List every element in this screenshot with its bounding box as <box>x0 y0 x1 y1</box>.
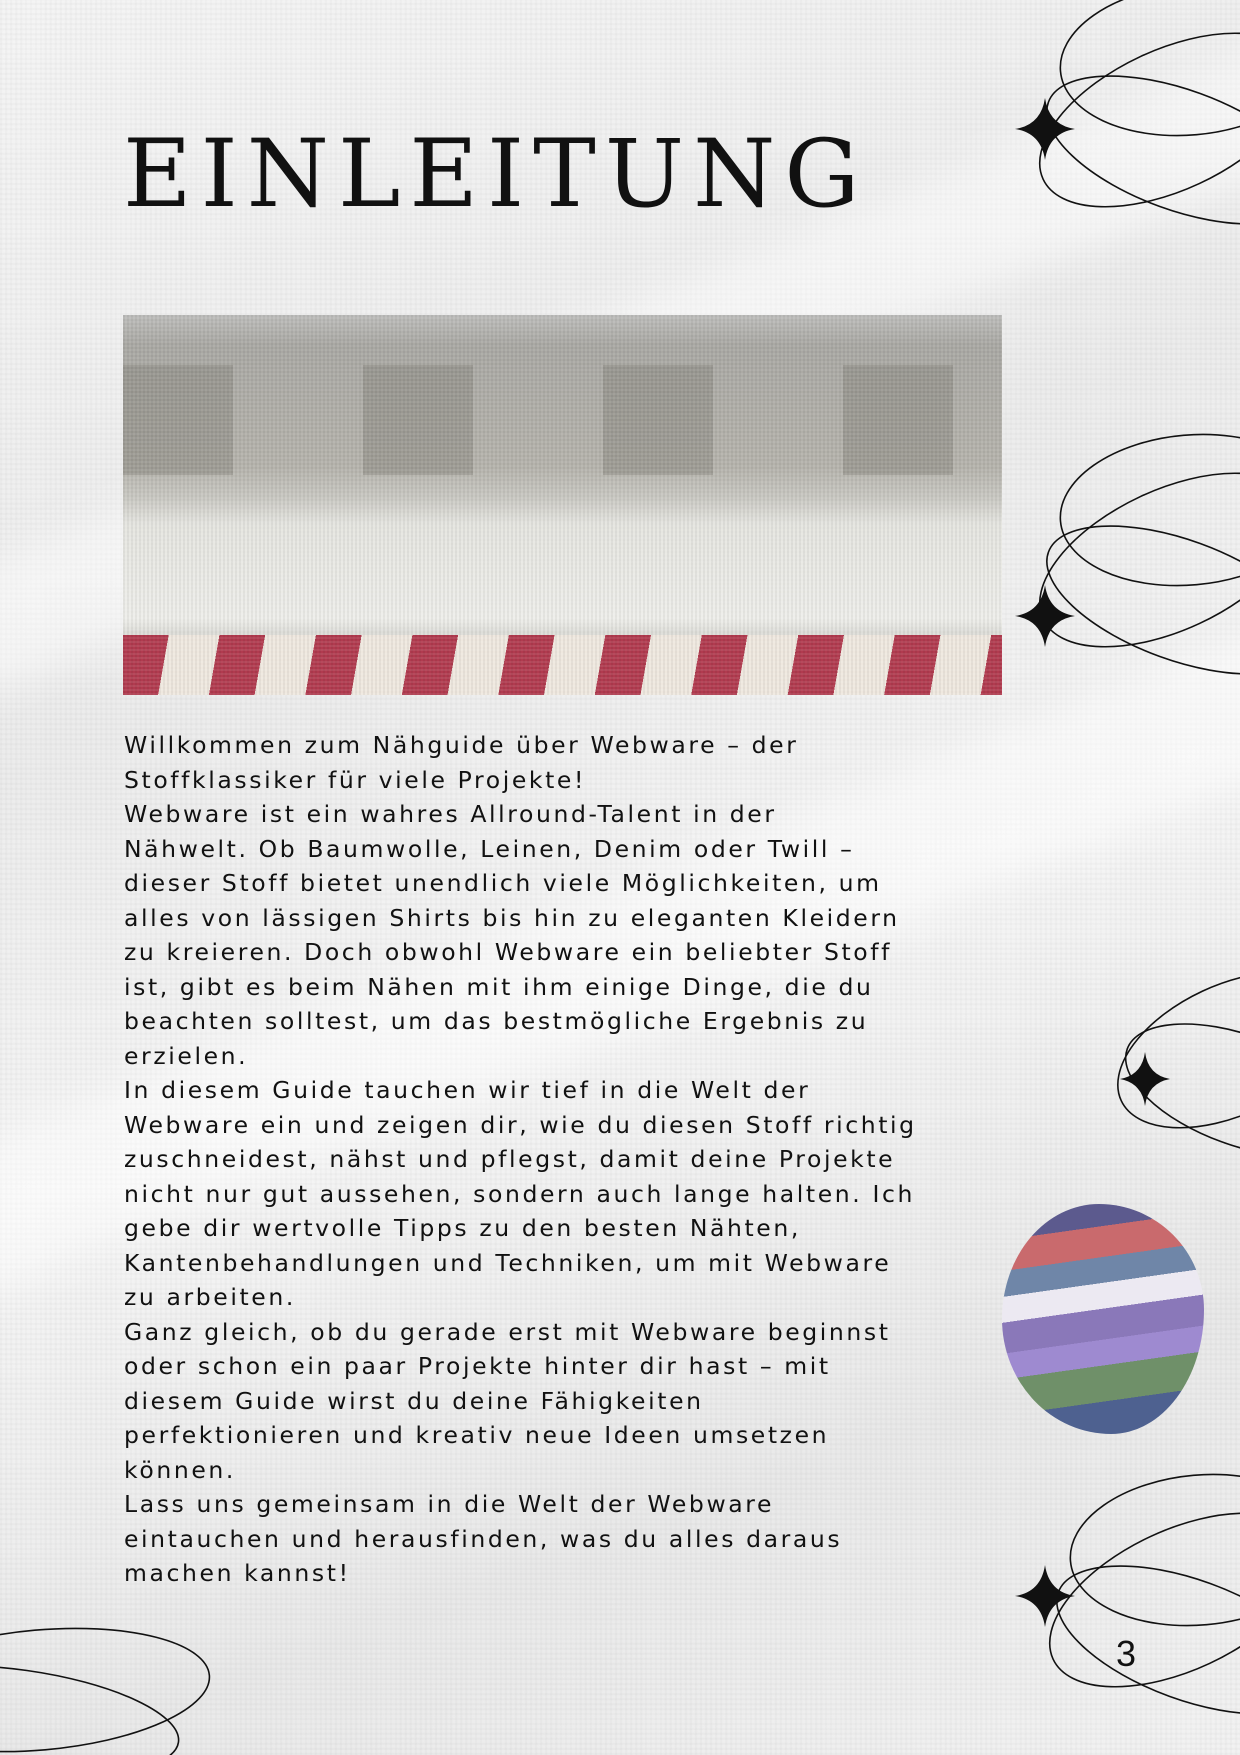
body-text-line: zu kreieren. Doch obwohl Webware ein beliebter Stoff <box>124 938 893 966</box>
body-text-line: Kantenbehandlungen und Techniken, um mit Webware <box>124 1248 892 1277</box>
body-text-line: ist, gibt es beim Nähen mit ihm einige Dinge, die du <box>124 972 874 1001</box>
body-text-line: Willkommen zum Nähguide über Webware – der <box>124 731 799 759</box>
colored-fabric-photo <box>1002 1204 1204 1434</box>
body-text-line: Nähwelt. Ob Baumwolle, Leinen, Denim oder Twill – <box>124 834 855 863</box>
body-text-line: diesem Guide wirst du deine Fähigkeiten <box>124 1386 704 1415</box>
body-text-line: gebe dir wertvolle Tipps zu den besten Nähten, <box>124 1214 801 1242</box>
orbit-group-low <box>1094 940 1240 1182</box>
body-text-line: zu arbeiten. <box>124 1283 296 1311</box>
body-text-line: Webware ist ein wahres Allround-Talent in der <box>124 800 777 828</box>
body-text-line: oder schon ein paar Projekte hinter dir hast – mit <box>124 1352 831 1380</box>
body-text-line: perfektionieren und kreativ neue Ideen umsetzen <box>124 1421 830 1449</box>
body-text-line: alles von lässigen Shirts bis hin zu eleganten Kleidern <box>124 903 900 932</box>
orbit-group-mid <box>1014 424 1240 704</box>
sparkle-icon <box>1120 1052 1170 1106</box>
body-text-line: zuschneidest, nähst und pflegst, damit deine Projekte <box>124 1145 896 1173</box>
body-text-line: machen kannst! <box>124 1559 351 1587</box>
sparkle-icon <box>1015 1565 1075 1627</box>
body-text-line: Stoffklassiker für viele Projekte! <box>124 765 586 794</box>
body-text-line: In diesem Guide tauchen wir tief in die Welt der <box>124 1076 811 1104</box>
body-text-line: erzielen. <box>124 1041 249 1070</box>
orbit-group-bottom-left <box>0 1615 215 1755</box>
fabric-stack-photo <box>123 315 1002 695</box>
body-text-line: können. <box>124 1455 236 1484</box>
body-text-line: Lass uns gemeinsam in die Welt der Webware <box>124 1490 775 1518</box>
body-text-line: Ganz gleich, ob du gerade erst mit Webware beginnst <box>124 1317 891 1346</box>
body-text-line: nicht nur gut aussehen, sondern auch lange halten. Ich <box>124 1179 915 1208</box>
body-text-line: beachten solltest, um das bestmögliche Ergebnis zu <box>124 1007 869 1035</box>
page-number: 3 <box>1116 1633 1137 1674</box>
body-text-line: Webware ein und zeigen dir, wie du diesen Stoff richtig <box>124 1110 917 1139</box>
sparkle-icon <box>1015 585 1075 647</box>
body-text-line: eintauchen und herausfinden, was du alles daraus <box>124 1524 843 1553</box>
body-text-line: dieser Stoff bietet unendlich viele Möglichkeiten, um <box>124 869 882 897</box>
page-title: EINLEITUNG <box>123 120 869 229</box>
weave-texture <box>123 315 1002 695</box>
intro-text <box>124 728 1004 1591</box>
